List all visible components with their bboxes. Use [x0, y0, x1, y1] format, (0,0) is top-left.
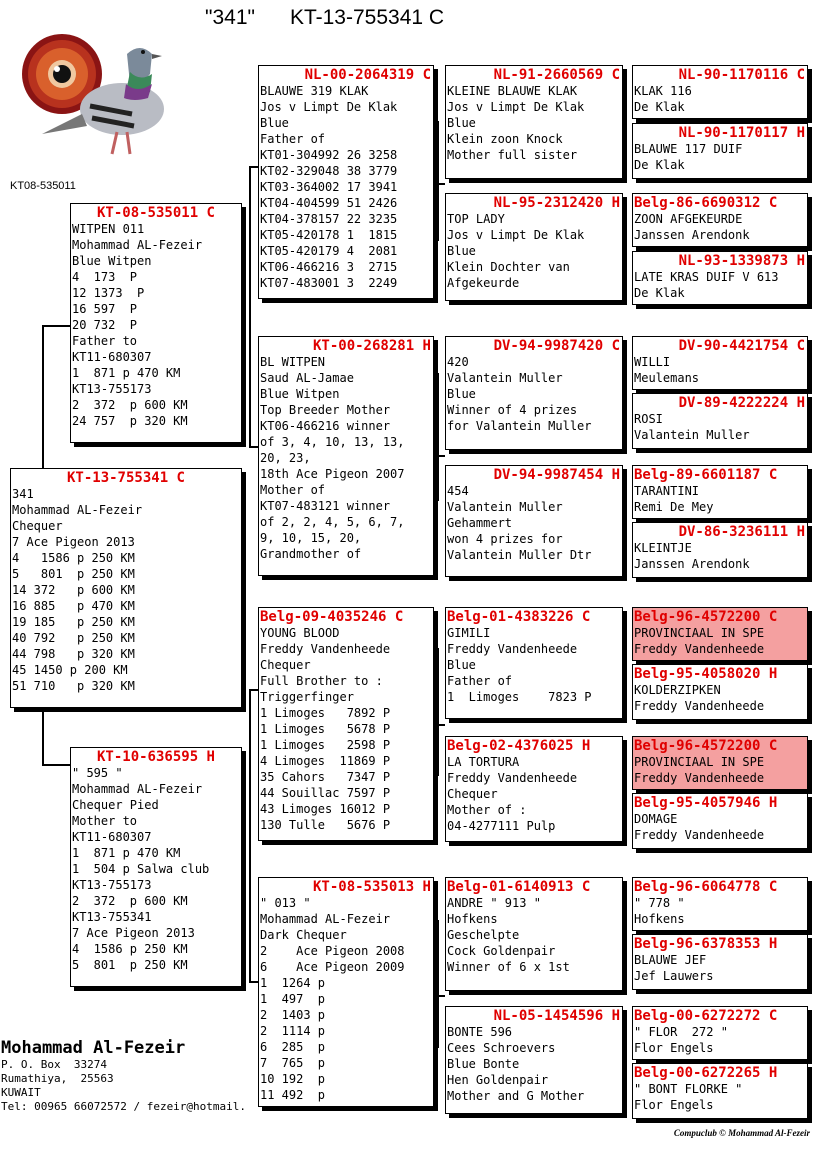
pedigree-text-line: KLAK 116 — [634, 84, 692, 98]
pedigree-text-line: Chequer — [12, 519, 63, 533]
pedigree-text-line: Jos v Limpt De Klak — [447, 100, 585, 114]
ring-number: Belg-96-6064778 C — [634, 879, 778, 895]
owner-address-line: KUWAIT — [1, 1086, 41, 1099]
ring-number: NL-05-1454596 H — [493, 1008, 620, 1024]
connector-line — [249, 689, 251, 765]
pedigree-text-line: " 013 " — [260, 896, 311, 910]
pedigree-text-line: " BONT FLORKE " — [634, 1082, 743, 1096]
pedigree-text-line: Winner of 4 prizes — [447, 403, 578, 417]
connector-line — [625, 762, 627, 822]
sire-dam-dam-card[interactable] — [445, 465, 623, 577]
pedigree-text-line: Chequer Pied — [72, 798, 159, 812]
pedigree-text-line: Chequer — [260, 658, 311, 672]
pedigree-text-line: ZOON AFGEKEURDE — [634, 212, 743, 226]
pedigree-text-line: KT11-680307 — [72, 350, 152, 364]
dam-dam-sire-card[interactable] — [445, 877, 623, 991]
pigeon-illustration — [12, 14, 172, 164]
pedigree-text-line: 6 Ace Pigeon 2009 — [260, 960, 405, 974]
pedigree-text-line: Cock Goldenpair — [447, 944, 556, 958]
pedigree-text-line: Flor Engels — [634, 1041, 714, 1055]
pedigree-text-line: 20 732 P — [72, 318, 138, 332]
pedigree-text-line: KT03-364002 17 3941 — [260, 180, 398, 194]
pedigree-text-line: 420 — [447, 355, 469, 369]
ring-number: Belg-95-4058020 H — [634, 666, 778, 682]
pedigree-text-line: Father of — [260, 132, 326, 146]
dam-card[interactable] — [70, 747, 242, 987]
pedigree-text-line: Geschelpte — [447, 928, 520, 942]
pedigree-text-line: Afgekeurde — [447, 276, 520, 290]
gen4-card-2[interactable] — [632, 123, 808, 179]
pedigree-text-line: " FLOR 272 " — [634, 1025, 728, 1039]
pedigree-text-line: Full Brother to : — [260, 674, 383, 688]
connector-line — [437, 724, 445, 726]
photo-ring-number: KT08-535011 — [10, 180, 76, 192]
connector-line — [625, 218, 627, 282]
connector-line — [249, 166, 251, 326]
pedigree-text-line: WITPEN 011 — [72, 222, 145, 236]
pedigree-text-line: Grandmother of — [260, 547, 362, 561]
pedigree-text-line: KT06-466216 winner — [260, 419, 391, 433]
pedigree-text-line: 16 597 P — [72, 302, 138, 316]
pedigree-text-line: YOUNG BLOOD — [260, 626, 340, 640]
pedigree-text-line: Remi De Mey — [634, 500, 714, 514]
pedigree-text-line: Jef Lauwers — [634, 969, 714, 983]
pedigree-text-line: KT13-755341 — [72, 910, 152, 924]
owner-address-line: P. O. Box 33274 — [1, 1058, 107, 1071]
pedigree-text-line: BLAUWE 319 KLAK — [260, 84, 369, 98]
ring-number: NL-90-1170116 C — [678, 67, 805, 83]
pedigree-text-line: Valantein Muller — [447, 500, 563, 514]
pedigree-text-line: 1 497 p — [260, 992, 326, 1006]
connector-line — [437, 373, 439, 501]
pedigree-text-line: DOMAGE — [634, 812, 678, 826]
ring-number: NL-93-1339873 H — [678, 253, 805, 269]
pedigree-text-line: Blue Bonte — [447, 1057, 520, 1071]
pedigree-text-line: Hofkens — [634, 912, 685, 926]
pedigree-text-line: Mohammad AL-Fezeir — [72, 238, 203, 252]
dam-sire-dam-card[interactable] — [445, 736, 623, 842]
pedigree-text-line: 1 Limoges 7823 P — [447, 690, 592, 704]
pigeon-photo — [12, 14, 172, 164]
pedigree-text-line: De Klak — [634, 100, 685, 114]
pedigree-text-line: PROVINCIAAL IN SPE — [634, 626, 765, 640]
pedigree-text-line: 4 Limoges 11869 P — [260, 754, 391, 768]
pedigree-text-line: De Klak — [634, 286, 685, 300]
pedigree-text-line: 14 372 p 600 KM — [12, 583, 135, 597]
connector-line — [625, 92, 627, 152]
pedigree-text-line: Freddy Vandenheede — [260, 642, 391, 656]
pedigree-text-line: 1 871 p 470 KM — [72, 366, 181, 380]
ring-number: Belg-89-6601187 C — [634, 467, 778, 483]
ring-number: Belg-95-4057946 H — [634, 795, 778, 811]
pedigree-text-line: Cees Schroevers — [447, 1041, 556, 1055]
pedigree-text-line: Freddy Vandenheede — [634, 699, 765, 713]
pedigree-text-line: BLAUWE 117 DUIF — [634, 142, 743, 156]
pedigree-text-line: 51 710 p 320 KM — [12, 679, 135, 693]
ring-number: DV-94-9987420 C — [493, 338, 620, 354]
ring-number: KT-10-636595 H — [96, 749, 215, 765]
pedigree-text-line: for Valantein Muller — [447, 419, 592, 433]
gen4-card-11[interactable] — [632, 736, 808, 790]
gen4-card-10[interactable] — [632, 664, 808, 720]
ring-number: Belg-96-6378353 H — [634, 936, 778, 952]
pedigree-text-line: ROSI — [634, 412, 663, 426]
gen4-card-8[interactable] — [632, 522, 808, 578]
pedigree-text-line: Freddy Vandenheede — [634, 642, 765, 656]
connector-line — [437, 995, 445, 997]
pedigree-text-line: KT05-420178 1 1815 — [260, 228, 398, 242]
pedigree-title: "341" KT-13-755341 C — [205, 6, 445, 29]
pedigree-text-line: Blue — [260, 116, 289, 130]
footer-credit: Compuclub © Mohammad Al-Fezeir — [673, 1128, 810, 1138]
pedigree-text-line: Freddy Vandenheede — [634, 828, 765, 842]
ring-number: NL-91-2660569 C — [493, 67, 620, 83]
pedigree-text-line: Mohammad AL-Fezeir — [12, 503, 143, 517]
pedigree-text-line: Saud AL-Jamae — [260, 371, 354, 385]
pedigree-text-line: 44 Souillac 7597 P — [260, 786, 391, 800]
pedigree-text-line: " 778 " — [634, 896, 685, 910]
ring-number: KT-00-268281 H — [312, 338, 431, 354]
ring-number: Belg-00-6272265 H — [634, 1065, 778, 1081]
pedigree-text-line: 18th Ace Pigeon 2007 — [260, 467, 405, 481]
gen4-card-13[interactable] — [632, 877, 808, 931]
pedigree-text-line: won 4 prizes for — [447, 532, 563, 546]
dam-dam-dam-card[interactable] — [445, 1006, 623, 1114]
pedigree-text-line: 2 372 p 600 KM — [72, 398, 188, 412]
gen4-card-7[interactable] — [632, 465, 808, 519]
pedigree-text-line: KT06-466216 3 2715 — [260, 260, 398, 274]
pedigree-text-line: 2 Ace Pigeon 2008 — [260, 944, 405, 958]
connector-line — [437, 183, 445, 185]
pedigree-text-line: Janssen Arendonk — [634, 557, 750, 571]
pedigree-text-line: TOP LADY — [447, 212, 505, 226]
connector-line — [42, 764, 70, 766]
ring-number: Belg-86-6690312 C — [634, 195, 778, 211]
pedigree-text-line: Blue — [447, 658, 476, 672]
connector-line — [437, 121, 439, 241]
pedigree-text-line: 7 Ace Pigeon 2013 — [12, 535, 135, 549]
pedigree-text-line: 4 173 P — [72, 270, 138, 284]
pedigree-text-line: 6 285 p — [260, 1040, 326, 1054]
main-pigeon-card[interactable] — [10, 468, 242, 708]
gen4-card-5[interactable] — [632, 336, 808, 390]
pedigree-text-line: of 3, 4, 10, 13, 13, — [260, 435, 405, 449]
ring-number: Belg-02-4376025 H — [447, 738, 591, 754]
pedigree-text-line: Top Breeder Mother — [260, 403, 391, 417]
connector-line — [437, 648, 439, 776]
pedigree-text-line: 454 — [447, 484, 469, 498]
pedigree-text-line: 35 Cahors 7347 P — [260, 770, 391, 784]
pedigree-text-line: 44 798 p 320 KM — [12, 647, 135, 661]
pedigree-text-line: Chequer — [447, 787, 498, 801]
pedigree-text-line: 40 792 p 250 KM — [12, 631, 135, 645]
pedigree-text-line: " 595 " — [72, 766, 123, 780]
gen4-card-6[interactable] — [632, 393, 808, 449]
pedigree-text-line: KT13-755173 — [72, 382, 152, 396]
sire-card[interactable] — [70, 203, 242, 443]
pedigree-text-line: 1 1264 p — [260, 976, 326, 990]
connector-line — [437, 455, 445, 457]
pedigree-text-line: Mother full sister — [447, 148, 578, 162]
pedigree-text-line: 5 801 p 250 KM — [12, 567, 135, 581]
pedigree-text-line: 19 185 p 250 KM — [12, 615, 135, 629]
gen4-card-9[interactable] — [632, 607, 808, 661]
connector-line — [42, 708, 44, 766]
owner-contact-line: Tel: 00965 66072572 / fezeir@hotmail. — [1, 1100, 247, 1113]
pedigree-text-line: 341 — [12, 487, 34, 501]
pedigree-text-line: KT11-680307 — [72, 830, 152, 844]
gen4-card-16[interactable] — [632, 1063, 808, 1119]
pedigree-text-line: 12 1373 P — [72, 286, 145, 300]
pedigree-text-line: 9, 10, 15, 20, — [260, 531, 362, 545]
pedigree-text-line: 16 885 p 470 KM — [12, 599, 135, 613]
pedigree-text-line: LATE KRAS DUIF V 613 — [634, 270, 779, 284]
pedigree-text-line: Mother and G Mother — [447, 1089, 585, 1103]
gen4-card-14[interactable] — [632, 934, 808, 990]
ring-number: NL-00-2064319 C — [304, 67, 431, 83]
gen4-card-15[interactable] — [632, 1006, 808, 1060]
pedigree-text-line: 5 801 p 250 KM — [72, 958, 188, 972]
pedigree-text-line: Mohammad AL-Fezeir — [72, 782, 203, 796]
connector-line — [625, 1032, 627, 1092]
connector-line — [625, 490, 627, 554]
connector-line — [249, 326, 251, 446]
pedigree-text-line: 1 Limoges 2598 P — [260, 738, 391, 752]
ring-number: KT-13-755341 C — [66, 470, 185, 486]
owner-contact — [1, 1038, 246, 1114]
pedigree-text-line: KT07-483121 winner — [260, 499, 391, 513]
pedigree-text-line: Jos v Limpt De Klak — [447, 228, 585, 242]
pedigree-text-line: LA TORTURA — [447, 755, 520, 769]
pedigree-text-line: 1 Limoges 5678 P — [260, 722, 391, 736]
pedigree-text-line: 7 765 p — [260, 1056, 326, 1070]
pedigree-text-line: 4 1586 p 250 KM — [72, 942, 188, 956]
ring-number: Belg-00-6272272 C — [634, 1008, 778, 1024]
connector-line — [42, 325, 70, 327]
pedigree-text-line: TARANTINI — [634, 484, 700, 498]
ring-number: Belg-96-4572200 C — [634, 609, 778, 625]
pedigree-text-line: Freddy Vandenheede — [447, 642, 578, 656]
sire-sire-sire-card[interactable] — [445, 65, 623, 179]
dam-sire-sire-card[interactable] — [445, 607, 623, 719]
pedigree-text-line: GIMILI — [447, 626, 491, 640]
pedigree-text-line: BLAUWE JEF — [634, 953, 707, 967]
pedigree-text-line: 1 871 p 470 KM — [72, 846, 181, 860]
ring-number: NL-90-1170117 H — [678, 125, 805, 141]
connector-line — [625, 632, 627, 692]
ring-number: Belg-01-6140913 C — [447, 879, 591, 895]
sire-sire-dam-card[interactable] — [445, 193, 623, 301]
pedigree-text-line: 43 Limoges 16012 P — [260, 802, 391, 816]
ring-number: Belg-01-4383226 C — [447, 609, 591, 625]
pedigree-text-line: Father to — [72, 334, 138, 348]
dam-sire-card[interactable] — [258, 607, 434, 841]
pedigree-text-line: KT05-420179 4 2081 — [260, 244, 398, 258]
pedigree-text-line: 130 Tulle 5676 P — [260, 818, 391, 832]
gen4-card-1[interactable] — [632, 65, 808, 119]
pedigree-text-line: 10 192 p — [260, 1072, 326, 1086]
pedigree-text-line: Klein zoon Knock — [447, 132, 563, 146]
pedigree-text-line: Winner of 6 x 1st — [447, 960, 570, 974]
sire-dam-card[interactable] — [258, 336, 434, 576]
pedigree-text-line: KT04-378157 22 3235 — [260, 212, 398, 226]
pedigree-text-line: Freddy Vandenheede — [634, 771, 765, 785]
pedigree-text-line: Mohammad AL-Fezeir — [260, 912, 391, 926]
pedigree-text-line: Mother to — [72, 814, 138, 828]
gen4-card-3[interactable] — [632, 193, 808, 247]
pedigree-text-line: WILLI — [634, 355, 671, 369]
pedigree-text-line: Mother of : — [447, 803, 527, 817]
ring-number: DV-90-4421754 C — [678, 338, 805, 354]
pedigree-text-line: KT07-483001 3 2249 — [260, 276, 398, 290]
gen4-card-4[interactable] — [632, 251, 808, 305]
pedigree-text-line: Blue — [447, 387, 476, 401]
pedigree-text-line: KT02-329048 38 3779 — [260, 164, 398, 178]
pedigree-text-line: KLEINE BLAUWE KLAK — [447, 84, 578, 98]
connector-line — [625, 362, 627, 422]
sire-sire-card[interactable] — [258, 65, 434, 299]
sire-dam-sire-card[interactable] — [445, 336, 623, 450]
dam-dam-card[interactable] — [258, 877, 434, 1107]
pedigree-text-line: KT01-304992 26 3258 — [260, 148, 398, 162]
pedigree-text-line: 2 372 p 600 KM — [72, 894, 188, 908]
pedigree-text-line: Freddy Vandenheede — [447, 771, 578, 785]
ring-number: KT-08-535013 H — [312, 879, 431, 895]
connector-line — [249, 765, 251, 981]
pedigree-text-line: Hofkens — [447, 912, 498, 926]
pedigree-text-line: 1 504 p Salwa club — [72, 862, 210, 876]
pedigree-text-line: 24 757 p 320 KM — [72, 414, 188, 428]
pedigree-text-line: BONTE 596 — [447, 1025, 513, 1039]
pedigree-text-line: 20, 23, — [260, 451, 311, 465]
pedigree-text-line: Meulemans — [634, 371, 700, 385]
owner-name: Mohammad Al-Fezeir — [1, 1038, 186, 1058]
pedigree-text-line: Blue Witpen — [72, 254, 152, 268]
pedigree-text-line: 2 1114 p — [260, 1024, 326, 1038]
pedigree-text-line: Father of — [447, 674, 513, 688]
pedigree-text-line: Janssen Arendonk — [634, 228, 750, 242]
pedigree-text-line: Valantein Muller — [447, 371, 563, 385]
connector-line — [42, 325, 44, 471]
ring-number: DV-89-4222224 H — [678, 395, 805, 411]
owner-address-line: Rumathiya, 25563 — [1, 1072, 114, 1085]
pedigree-text-line: of 2, 2, 4, 5, 6, 7, — [260, 515, 405, 529]
pedigree-text-line: Valantein Muller — [634, 428, 750, 442]
pedigree-text-line: KLEINTJE — [634, 541, 692, 555]
pedigree-text-line: Gehammert — [447, 516, 513, 530]
pedigree-text-line: 45 1450 p 200 KM — [12, 663, 128, 677]
ring-number: DV-94-9987454 H — [493, 467, 620, 483]
pedigree-text-line: Flor Engels — [634, 1098, 714, 1112]
ring-number: Belg-96-4572200 C — [634, 738, 778, 754]
pedigree-text-line: Blue — [447, 116, 476, 130]
pedigree-text-line: KOLDERZIPKEN — [634, 683, 721, 697]
connector-line — [625, 902, 627, 962]
pedigree-text-line: Dark Chequer — [260, 928, 347, 942]
pedigree-text-line: Valantein Muller Dtr — [447, 548, 592, 562]
ring-number: Belg-09-4035246 C — [260, 609, 404, 625]
pedigree-text-line: 2 1403 p — [260, 1008, 326, 1022]
ring-number: NL-95-2312420 H — [493, 195, 620, 211]
pedigree-text-line: 04-4277111 Pulp — [447, 819, 556, 833]
pedigree-text-line: KT04-404599 51 2426 — [260, 196, 398, 210]
pedigree-text-line: PROVINCIAAL IN SPE — [634, 755, 765, 769]
pedigree-text-line: BL WITPEN — [260, 355, 326, 369]
pedigree-text-line: De Klak — [634, 158, 685, 172]
pedigree-text-line: 4 1586 p 250 KM — [12, 551, 135, 565]
pedigree-text-line: Mother of — [260, 483, 326, 497]
pedigree-text-line: Blue Witpen — [260, 387, 340, 401]
pedigree-text-line: 7 Ace Pigeon 2013 — [72, 926, 195, 940]
pedigree-text-line: KT13-755173 — [72, 878, 152, 892]
ring-number: DV-86-3236111 H — [678, 524, 805, 540]
pedigree-text-line: Triggerfinger — [260, 690, 354, 704]
pedigree-text-line: 1 Limoges 7892 P — [260, 706, 391, 720]
ring-number: KT-08-535011 C — [96, 205, 215, 221]
pedigree-text-line: Blue — [447, 244, 476, 258]
pedigree-text-line: Klein Dochter van — [447, 260, 570, 274]
pedigree-text-line: Jos v Limpt De Klak — [260, 100, 398, 114]
pedigree-text-line: ANDRE " 913 " — [447, 896, 541, 910]
gen4-card-12[interactable] — [632, 793, 808, 849]
pedigree-text-line: 11 492 p — [260, 1088, 326, 1102]
pedigree-text-line: Hen Goldenpair — [447, 1073, 549, 1087]
connector-line — [437, 920, 439, 1048]
